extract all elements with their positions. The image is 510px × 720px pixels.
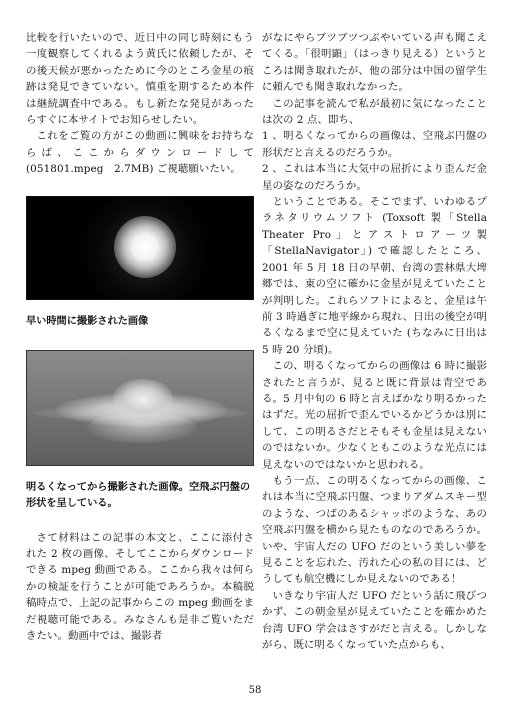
right-column [262,30,487,653]
early-photo-image [26,196,254,300]
photo-blur-dome [113,379,173,417]
left-paragraph-1: 比較を行いたいので、近日中の同じ時刻にもう一度観察してくれるよう黄氏に依頼したが、その後天候が悪かったために今のところ金星の痕跡は発見できていない。慎重を期するため本件は継続調査中である。もし新たな発見があったらすぐに本サイトでお知らせしたい。 [26,32,254,127]
right-list-item-1: 1 、明るくなってからの画像は、空飛ぶ円盤の形状だと言えるのだろうか。 [262,130,487,159]
photo-blur-lower [87,413,197,443]
right-list-item-2: 2 、これは本当に大気中の屈折により歪んだ金星の姿なのだろうか。 [262,163,487,192]
right-paragraph-6: いきなり宇宙人だ UFO だという話に飛びつかず、この朝金星が見えていたことを確かめた台湾 UFO 学会はさすがだと言える。しかしながら、既に明るくなっていた点からも、 [262,589,487,652]
right-paragraph-4: この、明るくなってからの画像は 6 時に撮影されたと言うが、見ると既に背景は青空である。5 月中旬の 6 時と言えばかなり明るかったはずだ。光の屈折で歪んでいるかどうかは別にして、この明るさだとそもそも金星は見えないのではないか。少なくともこのような光点には見えないのではないかと思われる。 [262,360,487,471]
left-paragraph-2: これをご覧の方がこの動画に興味をお持ちならば、ここからダウンロードして(051801.mpeg 2.7MB) ご視聴願いたい。 [26,130,254,176]
right-paragraph-5: もう一点、この明るくなってからの画像、これは本当に空飛ぶ円盤、つまりアダムスキー型のような、つばのあるシャッポのような、あの空飛ぶ円盤を横から見たものなのであろうか。いや、宇宙人だの UFO だのという美しい夢を見ることを忘れた、汚れた心の私の目には、どうしても航空機にしか見えないのである！ [262,474,487,586]
image-caption-early: 早い時間に撮影された画像 [26,315,149,327]
bright-light-spot [114,216,176,278]
bright-photo-image [26,350,254,466]
page-number: 58 [248,685,262,696]
right-paragraph-1: がなにやらブツブツつぶやいている声も聞こえてくる。「很明顕」（はっきり見える）というところは聞き取れたが、他の部分は中国の留学生に頼んでも聞き取れなかった。 [262,32,487,94]
right-paragraph-3: ということである。そこでまず、いわゆるプラネタリウムソフト (Toxsoft 製「Stella Theater Pro」とアストロアーツ製「StellaNavigator」) で確認したところ、2001 年 5 月 18 日の早朝、台湾の雲林県大埤郷では、東の空に確かに金星が見えていたことが判明した。これらソフトによると、金星は午前 3 時過ぎに地平線から現れ、日出の後空が明るくなるまで空に見えていた (ちなみに日出は 5 時 20 分頃)。 [262,196,487,356]
left-paragraph-3: さて材料はこの記事の本文と、ここに添付された 2 枚の画像、そしてここからダウンロードできる mpeg 動画である。ここから我々は何らかの検証を行うことが可能であろうか。本稿脱稿時点で、上記の記事からこの mpeg 動画をまだ視聴可能である。みなさんも是非ご覧いただきたい。動画中では、撮影者 [26,531,254,643]
right-paragraph-2: この記事を読んで私が最初に気になったことは次の 2 点、即ち、 [262,97,487,127]
image-caption-bright: 明るくなってから撮影された画像。空飛ぶ円盤の形状を呈している。 [26,481,251,509]
left-column [26,30,254,645]
